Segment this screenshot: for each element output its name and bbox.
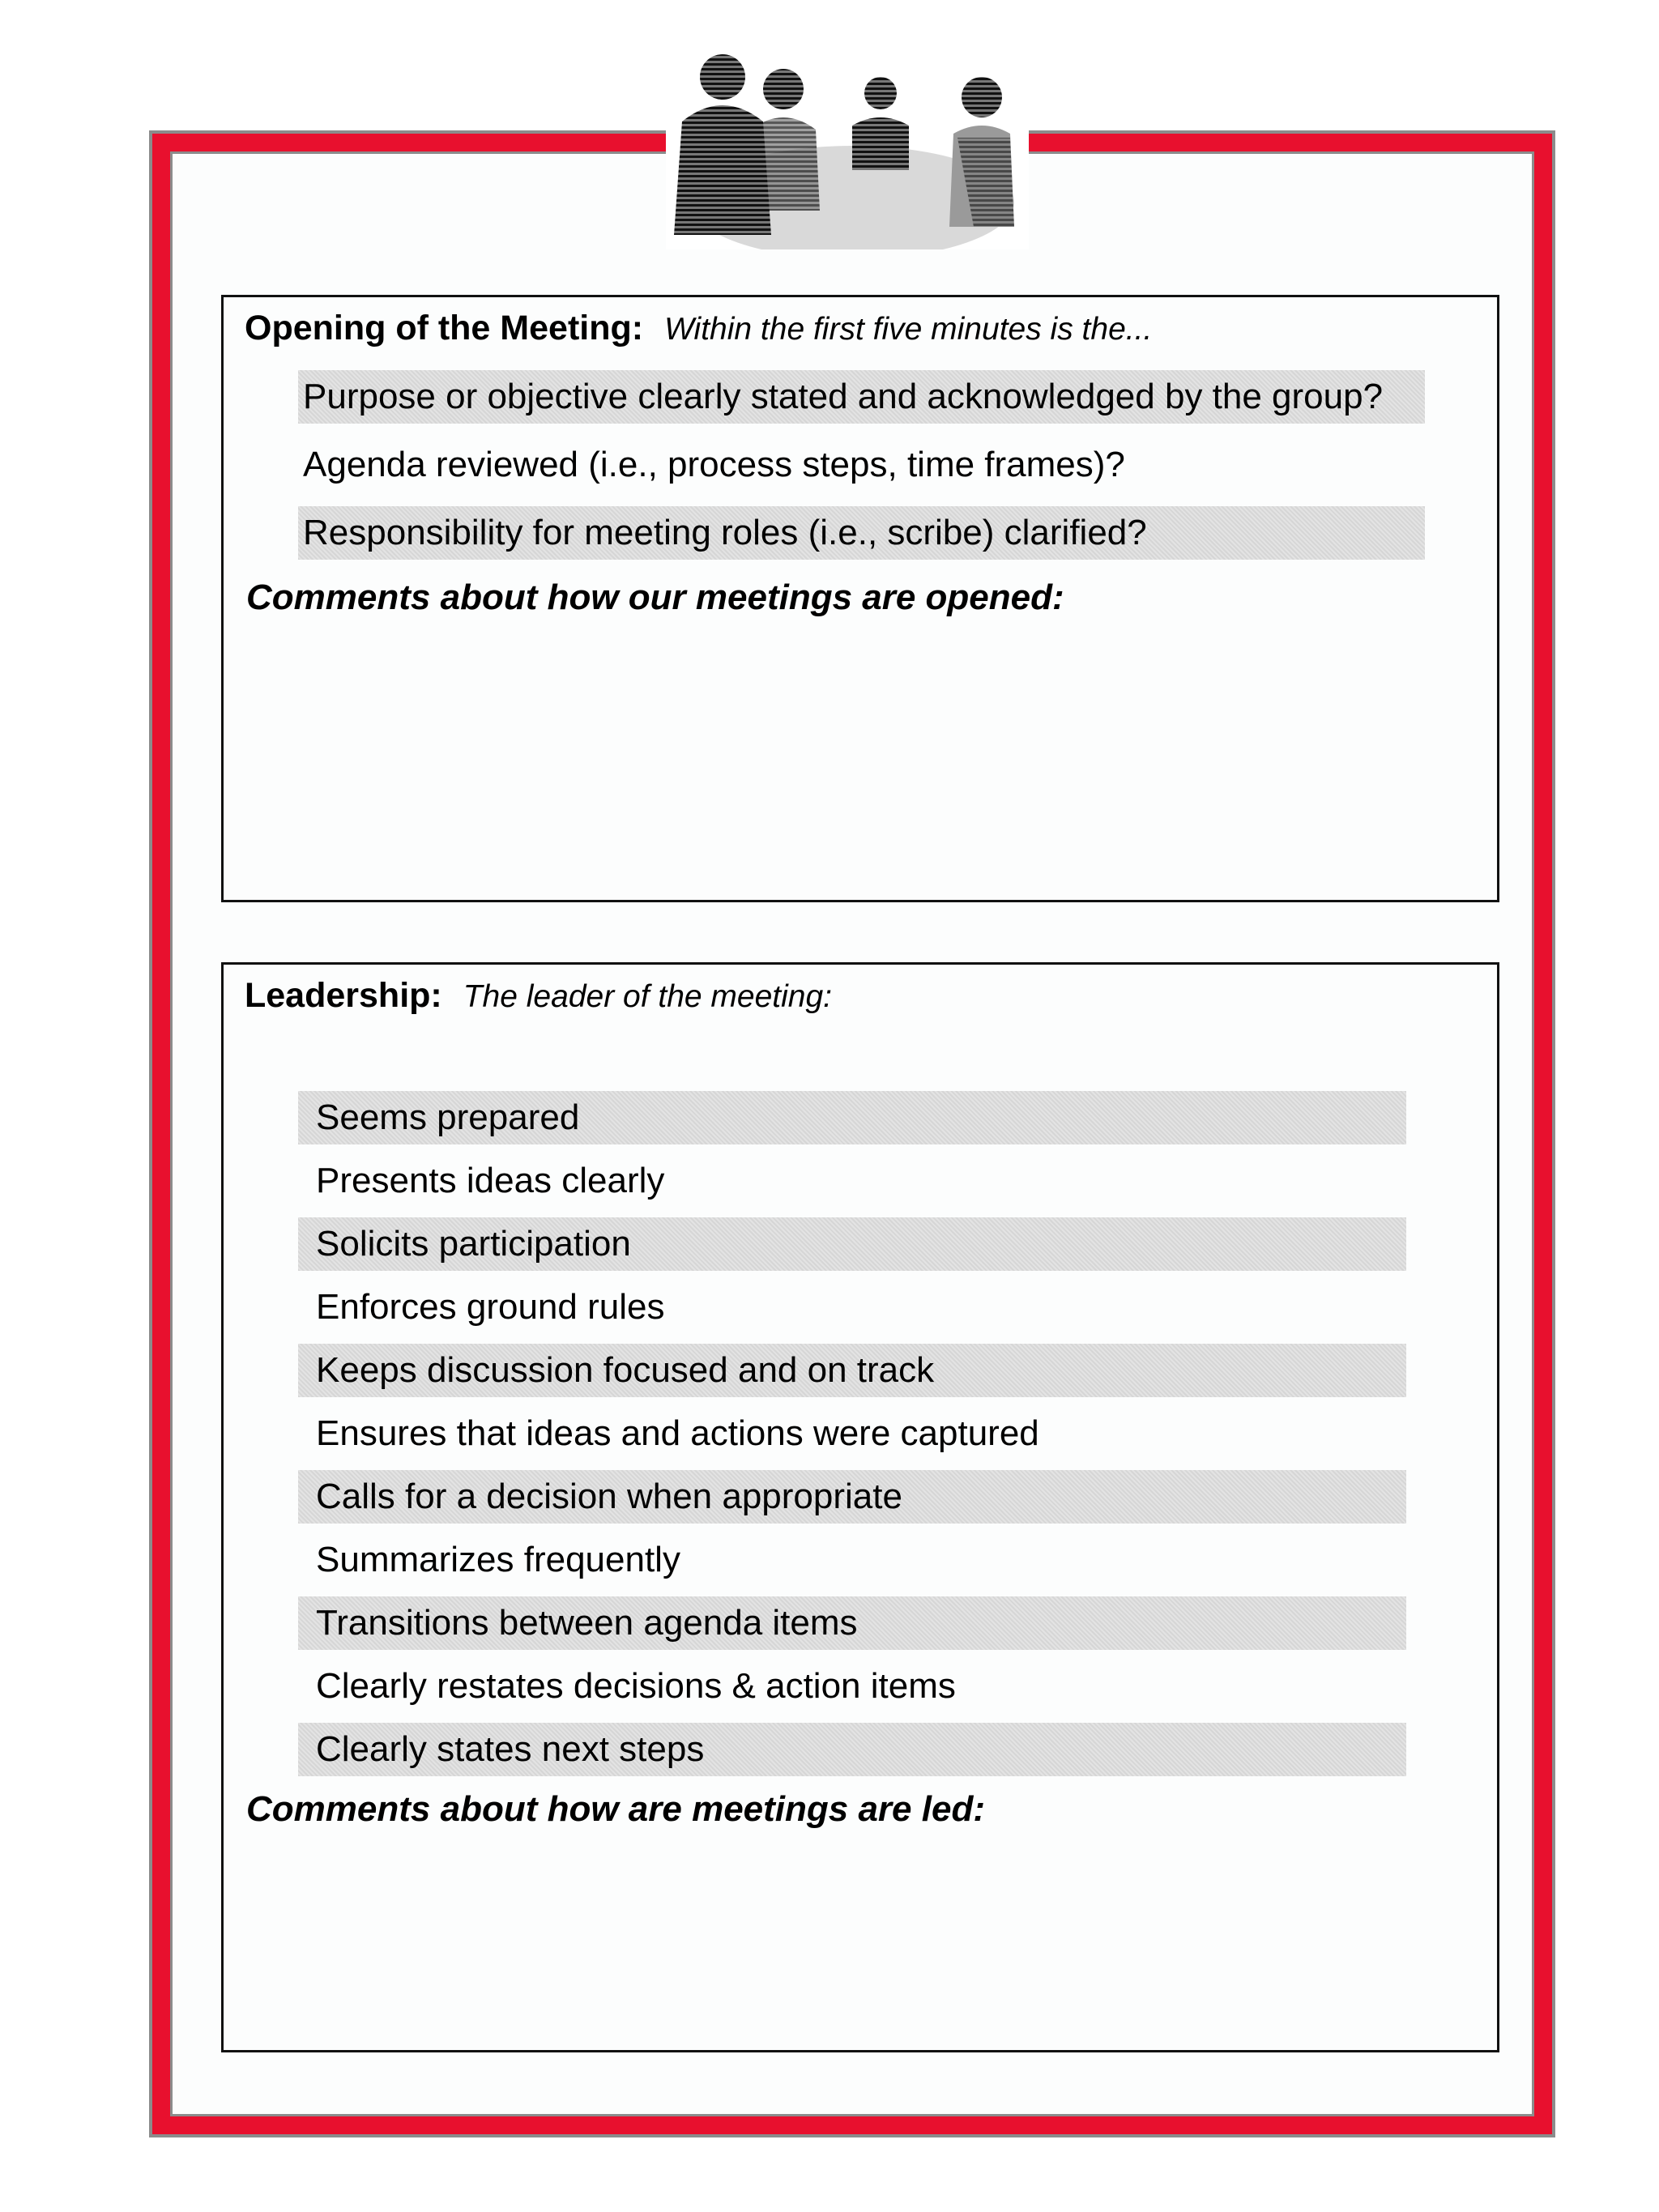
opening-item: Agenda reviewed (i.e., process steps, time frames)? [303,445,1125,484]
leadership-title: Leadership: [245,976,442,1015]
opening-item: Responsibility for meeting roles (i.e., scribe) clarified? [298,506,1425,560]
leadership-subtitle: The leader of the meeting: [463,979,833,1014]
leadership-item: Solicits participation [298,1217,1406,1271]
leadership-item: Keeps discussion focused and on track [298,1344,1406,1397]
leadership-item: Seems prepared [298,1091,1406,1144]
leadership-item: Calls for a decision when appropriate [298,1470,1406,1524]
leadership-item: Enforces ground rules [316,1287,665,1327]
leadership-section [221,962,1499,2052]
leadership-heading [245,976,832,1016]
opening-heading [245,309,1152,348]
opening-comments-label: Comments about how our meetings are opened: [246,578,1064,617]
leadership-comments-label: Comments about how are meetings are led: [246,1789,985,1829]
meeting-people-image [666,49,1029,249]
leadership-item: Transitions between agenda items [298,1596,1406,1650]
opening-item: Purpose or objective clearly stated and acknowledged by the group? [298,370,1425,424]
leadership-item: Presents ideas clearly [316,1161,665,1200]
leadership-item: Clearly states next steps [298,1723,1406,1776]
leadership-item: Summarizes frequently [316,1540,680,1579]
opening-subtitle: Within the first five minutes is the... [664,312,1153,347]
leadership-item: Clearly restates decisions & action items [316,1666,956,1706]
opening-title: Opening of the Meeting: [245,309,644,347]
opening-section [221,295,1499,902]
leadership-item: Ensures that ideas and actions were captured [316,1413,1039,1453]
